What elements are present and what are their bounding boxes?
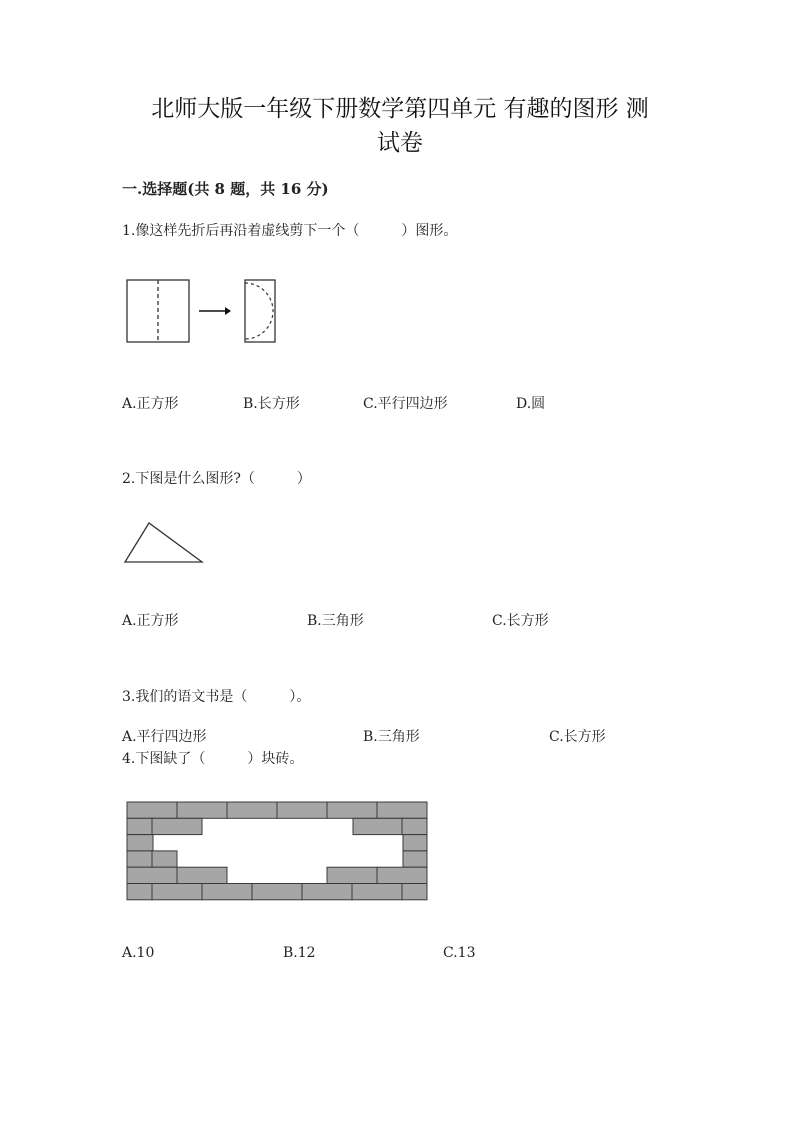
brick [402,818,427,834]
brick [302,884,352,900]
question-1-text: 1.像这样先折后再沿着虚线剪下一个（ ）图形。 [122,223,458,239]
brick [252,884,302,900]
brick [152,884,202,900]
brick [127,802,177,818]
brick [377,802,427,818]
q1-option-c[interactable]: C.平行四边形 [363,396,448,412]
q4-option-a[interactable]: A.10 [122,945,155,961]
brick [402,884,427,900]
brick [202,884,252,900]
brick [177,867,227,883]
title-line-2: 试卷 [377,130,423,156]
brick [377,867,427,883]
brick [152,851,177,867]
q2-option-a[interactable]: A.正方形 [122,613,179,629]
cut-arc-dashed [245,283,273,339]
brick [127,884,152,900]
q2-option-c[interactable]: C.长方形 [492,613,549,629]
q2-option-b[interactable]: B.三角形 [307,613,364,629]
brick [177,802,227,818]
brick [127,835,153,851]
brick [127,867,177,883]
q4-option-b[interactable]: B.12 [283,945,316,961]
section-heading: 一.选择题(共 8 题，共 16 分) [122,180,329,198]
q3-option-a[interactable]: A.平行四边形 [122,729,207,745]
q1-option-b[interactable]: B.长方形 [243,396,300,412]
brick [352,884,402,900]
brick-wall-figure [126,801,430,901]
q3-option-c[interactable]: C.长方形 [549,729,606,745]
arrow-head [225,307,231,315]
brick [127,851,152,867]
brick [277,802,327,818]
q1-option-a[interactable]: A.正方形 [122,396,179,412]
triangle-figure [122,520,206,566]
q1-option-d[interactable]: D.圆 [516,396,546,412]
fold-cut-figure [125,278,285,348]
brick [227,802,277,818]
brick [127,818,152,834]
question-3-text: 3.我们的语文书是（ ）。 [122,689,311,705]
question-4-text: 4.下图缺了（ ）块砖。 [122,751,304,767]
brick [403,835,427,851]
brick [327,802,377,818]
q4-option-c[interactable]: C.13 [443,945,476,961]
title-line-1: 北师大版一年级下册数学第四单元 有趣的图形 测 [151,96,649,122]
brick [403,851,427,867]
question-2-text: 2.下图是什么图形?（ ） [122,471,311,487]
q3-option-b[interactable]: B.三角形 [363,729,420,745]
brick [327,867,377,883]
folded-rectangle [245,280,275,342]
page-title [120,92,680,160]
brick [152,818,202,834]
brick [353,818,402,834]
